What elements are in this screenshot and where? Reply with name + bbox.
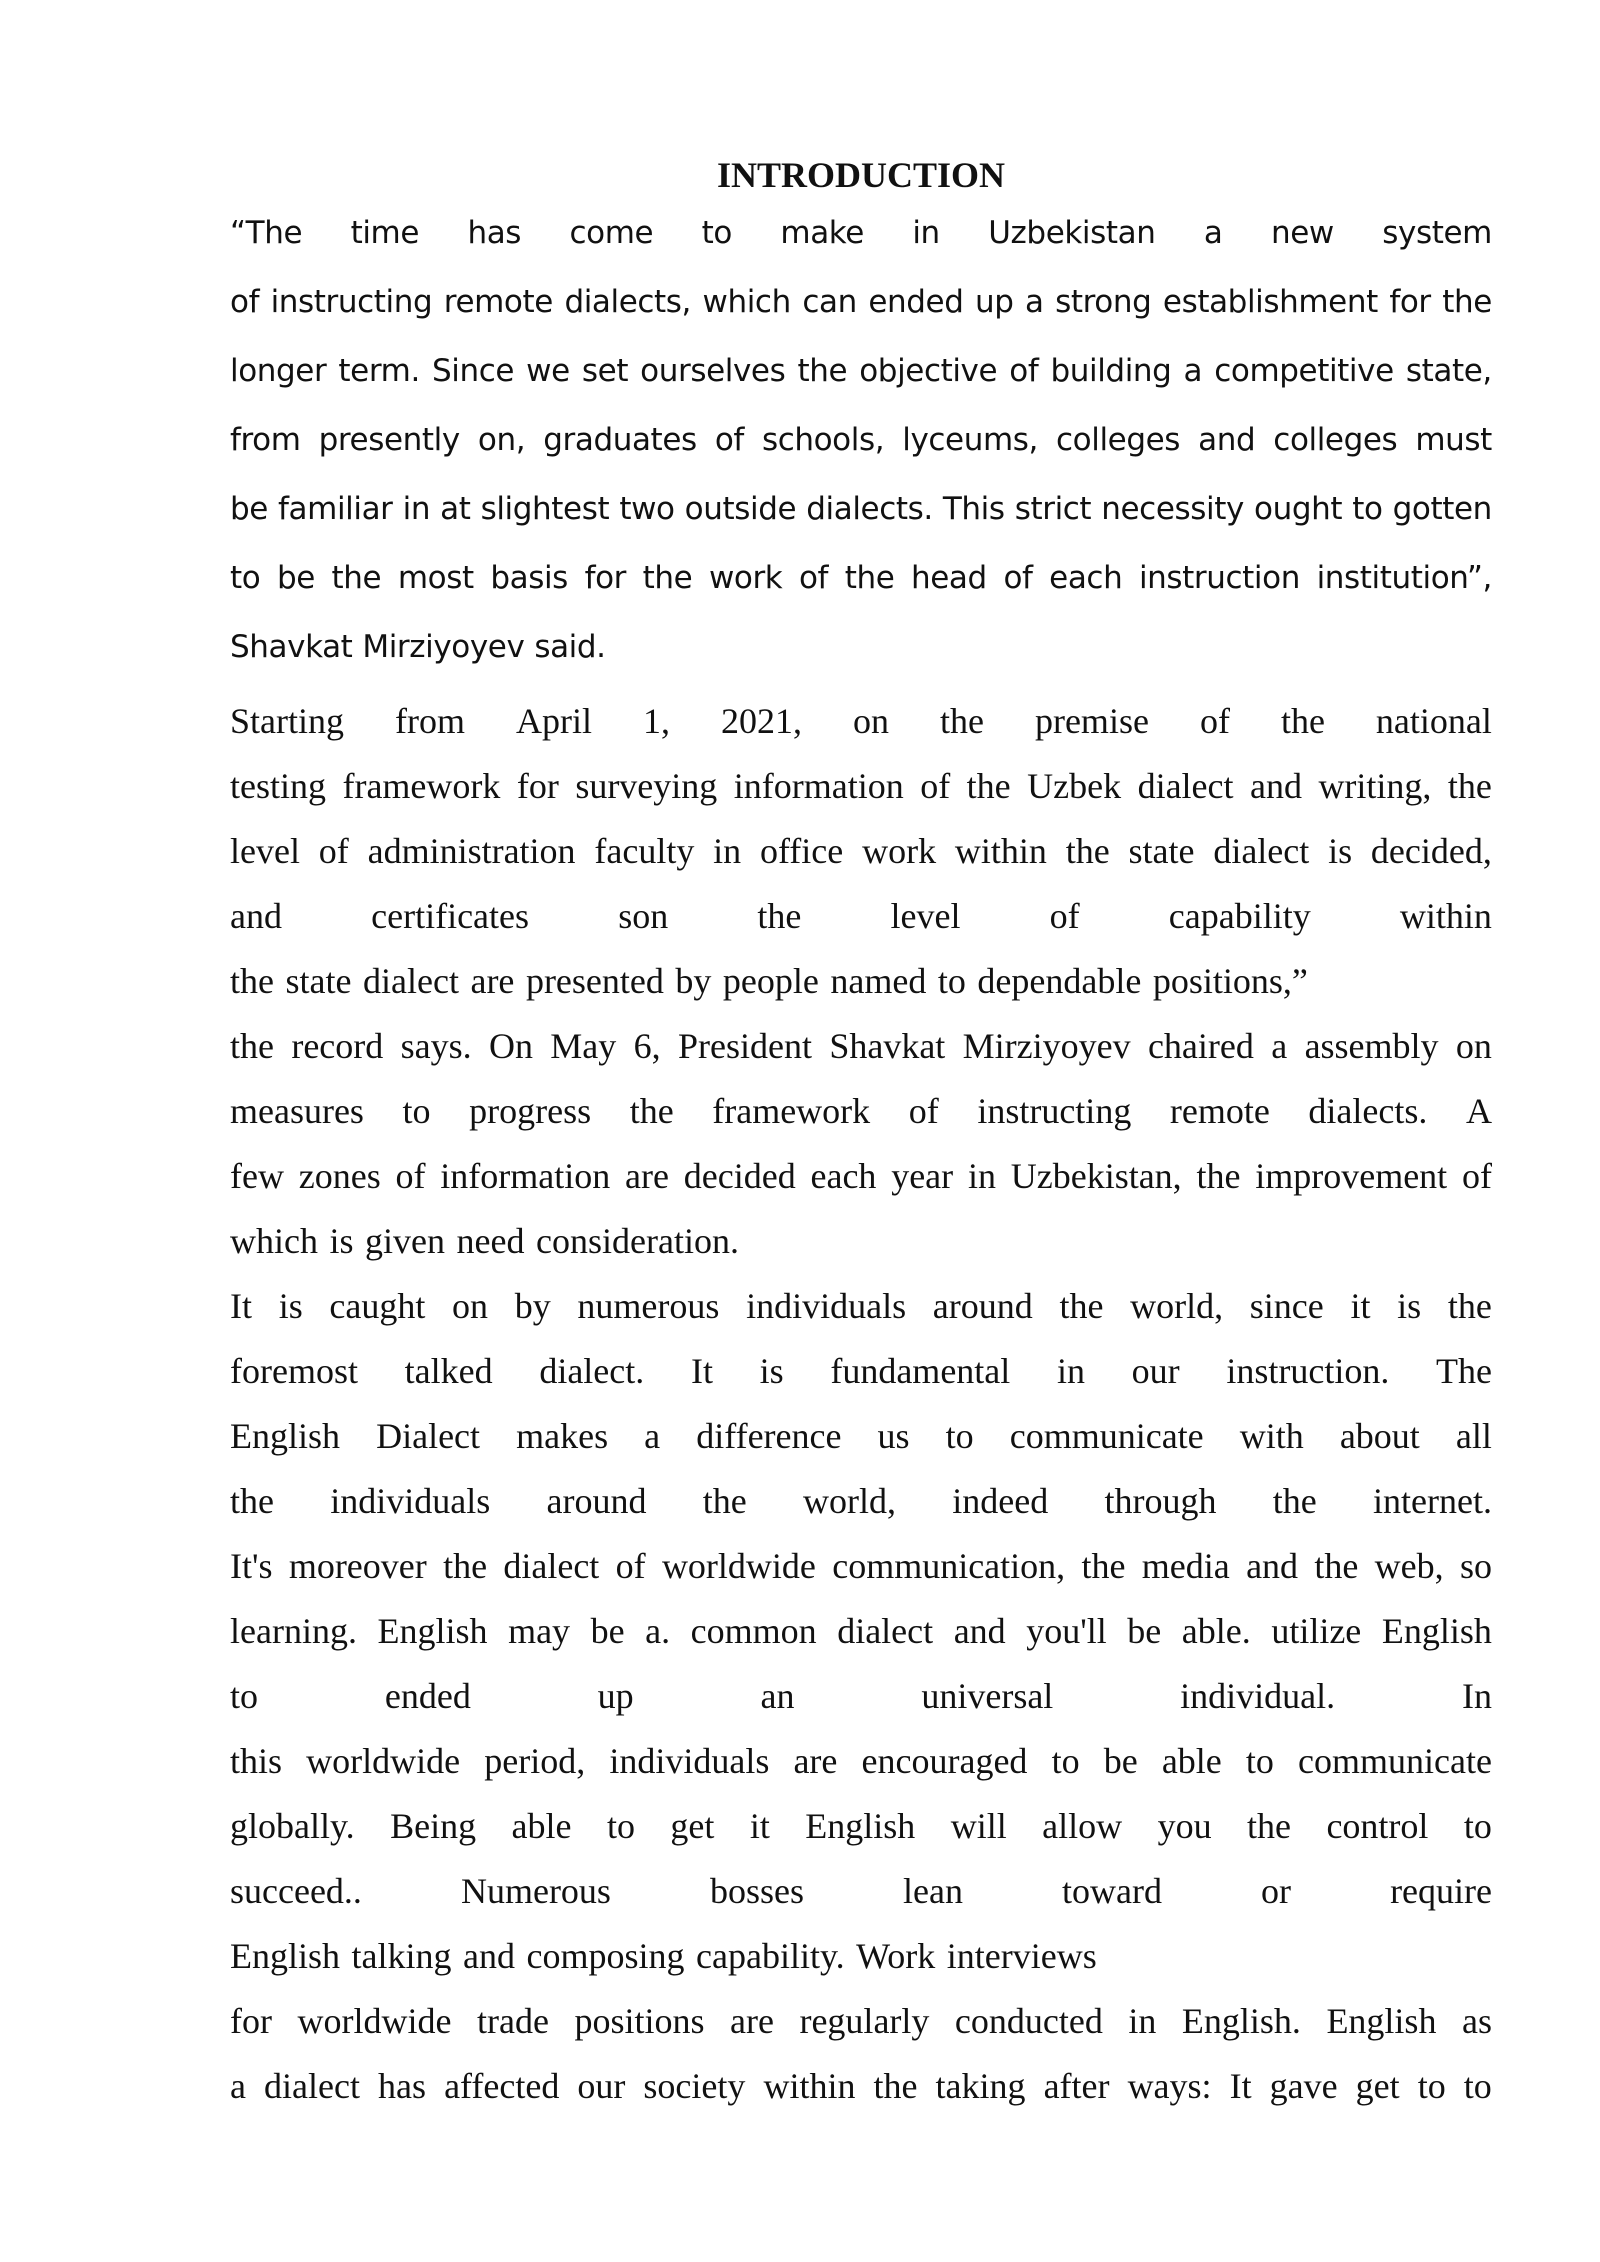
- text-line: this worldwide period, individuals are encouraged to be able to communicate: [230, 1741, 1492, 1781]
- text-line: Shavkat Mirziyoyev said.: [230, 629, 606, 665]
- text-line: It's moreover the dialect of worldwide communication, the media and the web, so: [230, 1546, 1492, 1586]
- text-line: succeed.. Numerous bosses lean toward or require: [230, 1871, 1492, 1911]
- text-line: few zones of information are decided each year in Uzbekistan, the improvement of: [230, 1156, 1492, 1196]
- text-line: which is given need consideration.: [230, 1221, 739, 1261]
- text-line: globally. Being able to get it English will allow you the control to: [230, 1806, 1492, 1846]
- text-line: of instructing remote dialects, which can ended up a strong establishment for the: [230, 284, 1492, 320]
- text-line: a dialect has affected our society within the taking after ways: It gave get to to: [230, 2066, 1492, 2106]
- text-line: level of administration faculty in office work within the state dialect is decided,: [230, 831, 1492, 871]
- text-line: measures to progress the framework of instructing remote dialects. A: [230, 1091, 1492, 1131]
- text-line: the individuals around the world, indeed through the internet.: [230, 1481, 1492, 1521]
- text-line: to be the most basis for the work of the head of each instruction institution”,: [230, 560, 1492, 596]
- text-line: the record says. On May 6, President Shavkat Mirziyoyev chaired a assembly on: [230, 1026, 1492, 1066]
- text-line: the state dialect are presented by people named to dependable positions,”: [230, 961, 1308, 1001]
- text-line: testing framework for surveying information of the Uzbek dialect and writing, the: [230, 766, 1492, 806]
- text-line: foremost talked dialect. It is fundamental in our instruction. The: [230, 1351, 1492, 1391]
- text-line: “The time has come to make in Uzbekistan a new system: [230, 215, 1492, 251]
- text-line: to ended up an universal individual. In: [230, 1676, 1492, 1716]
- document-title: INTRODUCTION: [716, 155, 1006, 195]
- text-line: learning. English may be a. common dialect and you'll be able. utilize English: [230, 1611, 1492, 1651]
- text-line: and certificates son the level of capability within: [230, 896, 1492, 936]
- text-line: Starting from April 1, 2021, on the premise of the national: [230, 701, 1492, 741]
- text-line: be familiar in at slightest two outside dialects. This strict necessity ought to gotten: [230, 491, 1492, 527]
- text-line: for worldwide trade positions are regularly conducted in English. English as: [230, 2001, 1492, 2041]
- text-line: English talking and composing capability. Work interviews: [230, 1936, 1097, 1976]
- text-line: English Dialect makes a difference us to communicate with about all: [230, 1416, 1492, 1456]
- text-line: It is caught on by numerous individuals around the world, since it is the: [230, 1286, 1492, 1326]
- text-line: from presently on, graduates of schools, lyceums, colleges and colleges must: [230, 422, 1492, 458]
- text-line: longer term. Since we set ourselves the objective of building a competitive state,: [230, 353, 1492, 389]
